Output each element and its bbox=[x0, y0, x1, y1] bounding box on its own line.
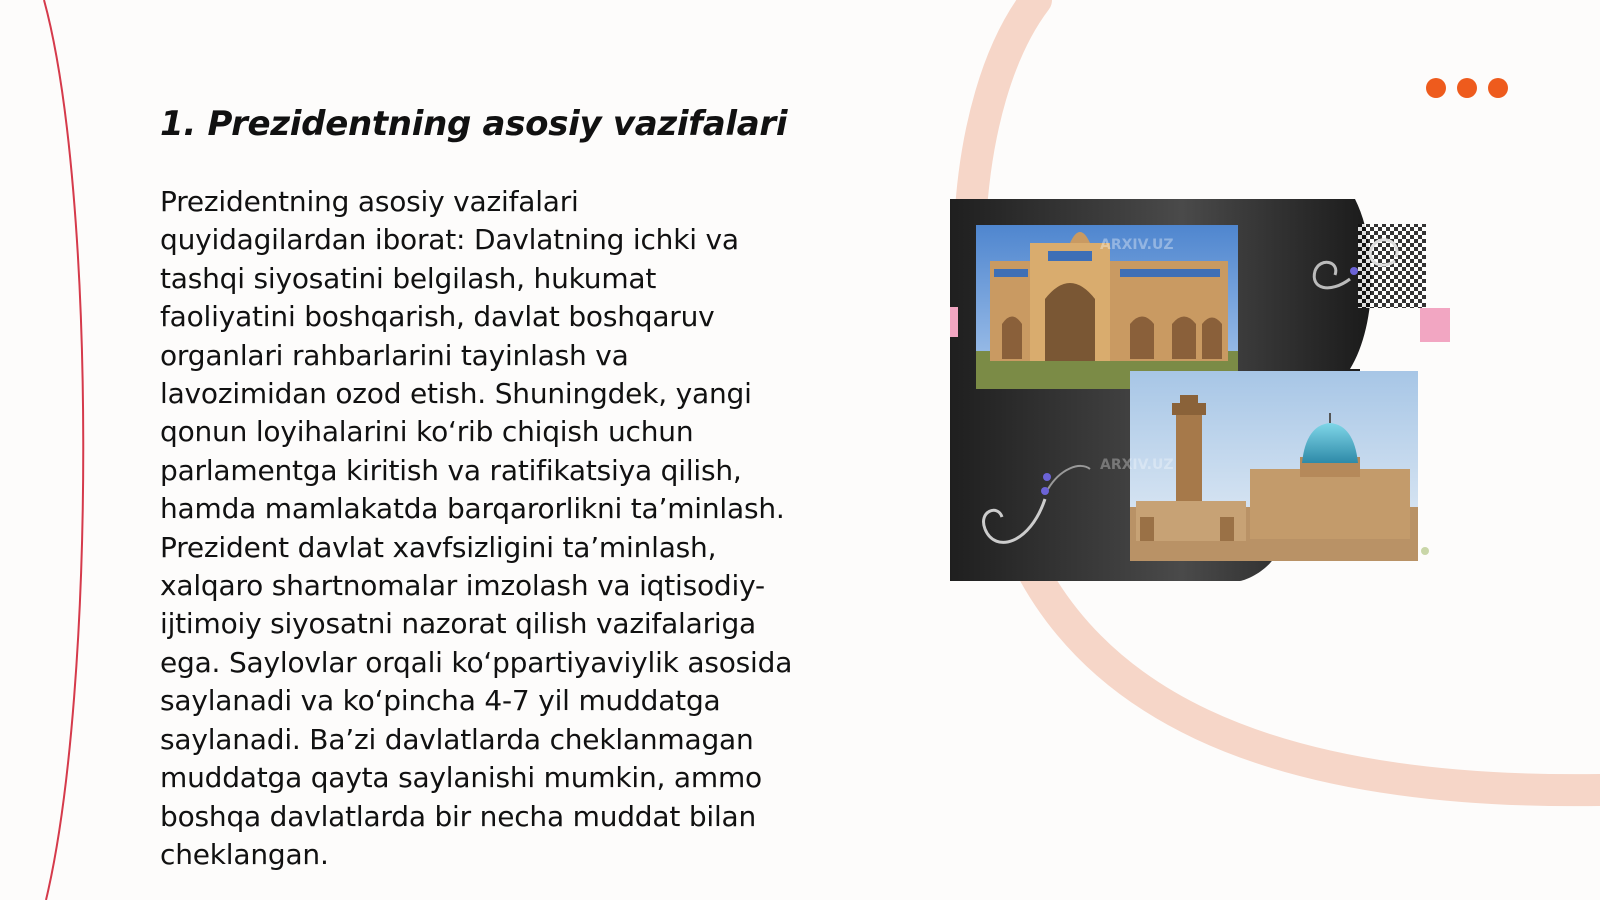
body-line: saylanadi va ko‘pincha 4-7 yil muddatga bbox=[160, 684, 721, 718]
minaret-photo bbox=[1100, 371, 1418, 561]
slide-title: 1. Prezidentning asosiy vazifalari bbox=[160, 104, 788, 144]
body-line: muddatga qayta saylanishi mumkin, ammo bbox=[160, 761, 762, 795]
bead bbox=[1043, 473, 1051, 481]
stripe-ornament bbox=[1420, 308, 1450, 342]
body-line: Prezident davlat xavfsizligini ta’minlash, bbox=[160, 530, 717, 564]
dot bbox=[1488, 78, 1508, 98]
body-line: quyidagilardan iborat: Davlatning ichki va bbox=[160, 223, 739, 257]
body-line: ijtimoiy siyosatni nazorat qilish vazifalariga bbox=[160, 607, 756, 641]
body-line: cheklangan. bbox=[160, 837, 329, 871]
body-line: hamda mamlakatda barqarorlikni ta’minlash. bbox=[160, 492, 785, 526]
body-line: xalqaro shartnomalar imzolash va iqtisodiy- bbox=[160, 569, 765, 603]
stripe-ornament-left bbox=[950, 307, 958, 337]
body-line: saylanadi. Ba’zi davlatlarda cheklanmagan bbox=[160, 722, 754, 756]
body-line: lavozimidan ozod etish. Shuningdek, yangi bbox=[160, 377, 752, 411]
dot bbox=[1426, 78, 1446, 98]
bead bbox=[1421, 547, 1429, 555]
body-line: boshqa davlatlarda bir necha muddat bilan bbox=[160, 799, 757, 833]
left-accent-line bbox=[44, 0, 83, 900]
body-line: qonun loyihalarini ko‘rib chiqish uchun bbox=[160, 415, 694, 449]
body-line: tashqi siyosatini belgilash, hukumat bbox=[160, 261, 657, 295]
checker-ornament bbox=[1358, 224, 1426, 308]
bead bbox=[1350, 267, 1358, 275]
body-line: faoliyatini boshqarish, davlat boshqaruv bbox=[160, 300, 715, 334]
menu-dots-icon bbox=[1426, 78, 1508, 98]
dot bbox=[1457, 78, 1477, 98]
madrasa-photo bbox=[976, 225, 1238, 389]
bead bbox=[1041, 487, 1049, 495]
body-line: parlamentga kiritish va ratifikatsiya qilish, bbox=[160, 453, 742, 487]
slide-body-text bbox=[160, 183, 850, 874]
body-line: Prezidentning asosiy vazifalari bbox=[160, 185, 579, 218]
body-line: ega. Saylovlar orqali ko‘ppartiyaviylik asosida bbox=[160, 645, 793, 679]
collage-picture bbox=[950, 199, 1470, 581]
watermark-top: ARXIV.UZ bbox=[1100, 237, 1174, 253]
watermark-bottom: ARXIV.UZ bbox=[1100, 457, 1174, 473]
body-line: organlari rahbarlarini tayinlash va bbox=[160, 338, 629, 372]
